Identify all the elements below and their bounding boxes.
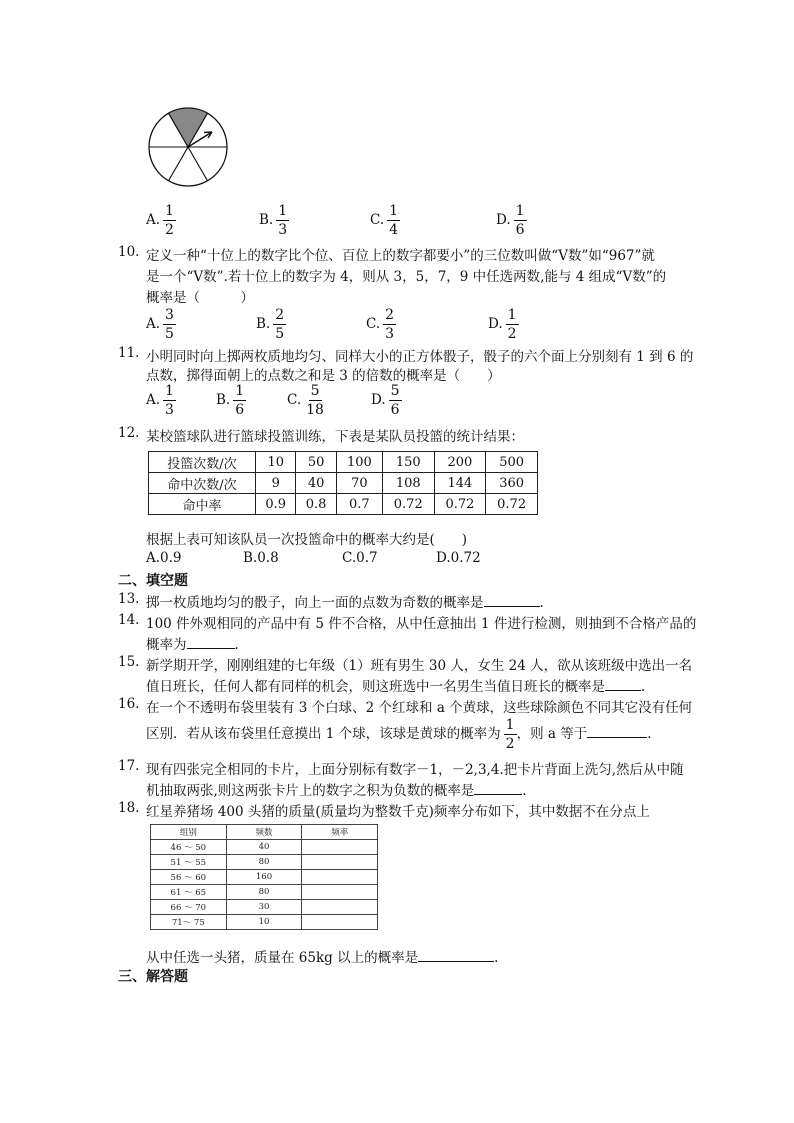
q11-option-a: A. $\frac{1}{3}$ — [146, 383, 174, 418]
question-number: 10. — [118, 244, 140, 260]
table-cell: 66 ～ 70 — [151, 900, 227, 915]
question-text: 区别．若从该布袋里任意摸出 1 个球，该球是黄球的概率为 — [146, 726, 501, 742]
table-cell: 0.72 — [382, 494, 434, 515]
period: . — [494, 950, 499, 966]
table-cell — [302, 855, 378, 870]
table-cell — [302, 870, 378, 885]
table-cell — [302, 885, 378, 900]
question-text: 概率为 — [146, 637, 187, 653]
q9-option-d: D. $\frac{1}{6}$ — [496, 203, 525, 238]
question-number: 17. — [118, 758, 140, 774]
section-heading-fill-in: 二、填空题 — [118, 573, 188, 589]
table-row — [151, 915, 378, 930]
table-cell: 0.7 — [336, 494, 382, 515]
q9-option-b: B. $\frac{1}{3}$ — [259, 203, 288, 238]
q12-option-d: D.0.72 — [436, 550, 481, 566]
table-cell: 0.72 — [434, 494, 486, 515]
table-cell: 40 — [296, 473, 336, 494]
table-cell: 0.72 — [486, 494, 538, 515]
period: . — [522, 783, 527, 799]
fraction: $\frac{1}{2}$ — [505, 717, 515, 752]
table-cell: 150 — [382, 452, 434, 473]
table-cell: 10 — [226, 915, 302, 930]
question-text: 从中任选一头猪，质量在 65kg 以上的概率是 — [146, 950, 419, 966]
table-cell: 40 — [226, 840, 302, 855]
period: . — [647, 726, 652, 742]
question-number: 16. — [118, 696, 140, 712]
q11-option-c: C. $\frac{5}{18}$ — [287, 383, 324, 418]
table-cell: 500 — [486, 452, 538, 473]
table-cell: 71～ 75 — [151, 915, 227, 930]
period: . — [641, 679, 646, 695]
question-number: 15. — [118, 654, 140, 670]
answer-blank[interactable] — [418, 949, 494, 962]
table-cell: 108 — [382, 473, 434, 494]
question-text: 机抽取两张,则这两张卡片上的数字之积为负数的概率是 — [146, 783, 475, 799]
table-row — [149, 494, 538, 515]
table-cell: 61 ～ 65 — [151, 885, 227, 900]
answer-blank[interactable] — [484, 594, 540, 607]
question-text: 概率是（ ） — [146, 290, 254, 306]
table-cell: 80 — [226, 855, 302, 870]
answer-blank[interactable] — [187, 636, 235, 649]
table-header: 组别 — [151, 825, 227, 840]
question-text: 现有四张完全相同的卡片，上面分别标有数字－1，－2,3,4.把卡片背面上洗匀,然后从中随 — [146, 762, 684, 778]
question-text: 在一个不透明布袋里装有 3 个白球、2 个红球和 a 个黄球，这些球除颜色不同其它没有任何 — [146, 700, 693, 716]
question-text: 掷一枚质地均匀的骰子，向上一面的点数为奇数的概率是 — [146, 595, 484, 611]
period: . — [234, 637, 239, 653]
question-text: 新学期开学，刚刚组建的七年级（1）班有男生 30 人，女生 24 人，欲从该班级中选出一名 — [146, 658, 693, 674]
period: . — [539, 595, 544, 611]
q12-option-c: C.0.7 — [342, 550, 378, 566]
question-text: 100 件外观相同的产品中有 5 件不合格，从中任意抽出 1 件进行检测，则抽到不合格产品的 — [146, 616, 697, 632]
table-cell: 160 — [226, 870, 302, 885]
q10-option-b: B. $\frac{2}{5}$ — [256, 307, 285, 342]
question-text: 根据上表可知该队员一次投篮命中的概率大约是( ) — [146, 532, 468, 548]
table-cell: 56 ～ 60 — [151, 870, 227, 885]
answer-blank[interactable] — [474, 782, 522, 795]
q10-option-a: A. $\frac{3}{5}$ — [146, 307, 174, 342]
question-text: 点数，掷得面朝上的点数之和是 3 的倍数的概率是（ ） — [146, 368, 501, 384]
q12-option-a: A.0.9 — [146, 550, 182, 566]
table-cell: 命中次数/次 — [149, 473, 256, 494]
table-cell: 144 — [434, 473, 486, 494]
table-cell — [302, 900, 378, 915]
q9-option-c: C. $\frac{1}{4}$ — [370, 203, 399, 238]
table-cell: 命中率 — [149, 494, 256, 515]
q10-option-d: D. $\frac{1}{2}$ — [488, 307, 517, 342]
table-row — [151, 855, 378, 870]
table-row — [151, 900, 378, 915]
q10-option-c: C. $\frac{2}{3}$ — [366, 307, 395, 342]
question-text: ，则 a 等于 — [516, 726, 588, 742]
shaded-sector-fill — [169, 108, 208, 147]
table-row — [151, 870, 378, 885]
question-text: 某校篮球队进行篮球投篮训练，下表是某队员投篮的统计结果： — [146, 429, 524, 445]
question-number: 11. — [118, 345, 140, 361]
question-text: 是一个“V数”.若十位上的数字为 4，则从 3，5，7，9 中任选两数,能与 4 组成“V数”的 — [146, 269, 667, 285]
q11-option-d: D. $\frac{5}{6}$ — [371, 383, 400, 418]
q9-option-a: A. $\frac{1}{2}$ — [146, 203, 174, 238]
q11-option-b: B. $\frac{1}{6}$ — [216, 383, 245, 418]
question-text: 定义一种“十位上的数字比个位、百位上的数字都要小”的三位数叫做“V数”如“967”就 — [146, 248, 655, 264]
table-cell: 50 — [296, 452, 336, 473]
table-cell: 投篮次数/次 — [149, 452, 256, 473]
table-row — [151, 885, 378, 900]
table-cell — [302, 915, 378, 930]
table-cell — [302, 840, 378, 855]
table-cell: 100 — [336, 452, 382, 473]
answer-blank[interactable] — [605, 678, 641, 691]
table-cell: 0.8 — [296, 494, 336, 515]
table-cell: 46 ～ 50 — [151, 840, 227, 855]
section-heading-answer: 三、解答题 — [118, 969, 188, 985]
table-cell: 30 — [226, 900, 302, 915]
table-header: 频率 — [302, 825, 378, 840]
table-row — [149, 452, 538, 473]
table-cell: 51 ～ 55 — [151, 855, 227, 870]
table-row — [149, 473, 538, 494]
table-cell: 70 — [336, 473, 382, 494]
q12-option-b: B.0.8 — [243, 550, 279, 566]
table-cell: 9 — [256, 473, 296, 494]
table-cell: 0.9 — [256, 494, 296, 515]
question-number: 14. — [118, 612, 140, 628]
table-cell: 10 — [256, 452, 296, 473]
table-row — [151, 840, 378, 855]
question-text: 小明同时向上掷两枚质地均匀、同样大小的正方体骰子，骰子的六个面上分别刻有 1 到 6 的 — [146, 349, 694, 365]
question-number: 18. — [118, 800, 140, 816]
answer-blank[interactable] — [587, 725, 647, 738]
table-header: 频数 — [226, 825, 302, 840]
question-text: 值日班长，任何人都有同样的机会，则这班选中一名男生当值日班长的概率是 — [146, 679, 605, 695]
table-row — [151, 825, 378, 840]
weight-frequency-table — [150, 824, 378, 930]
table-cell: 360 — [486, 473, 538, 494]
table-cell: 200 — [434, 452, 486, 473]
question-text: 红星养猪场 400 头猪的质量(质量均为整数千克)频率分布如下，其中数据不在分点上 — [146, 804, 650, 820]
question-number: 12. — [118, 425, 140, 441]
spinner-figure — [146, 105, 230, 189]
question-number: 13. — [118, 591, 140, 607]
shooting-stats-table — [148, 451, 538, 515]
table-cell: 80 — [226, 885, 302, 900]
